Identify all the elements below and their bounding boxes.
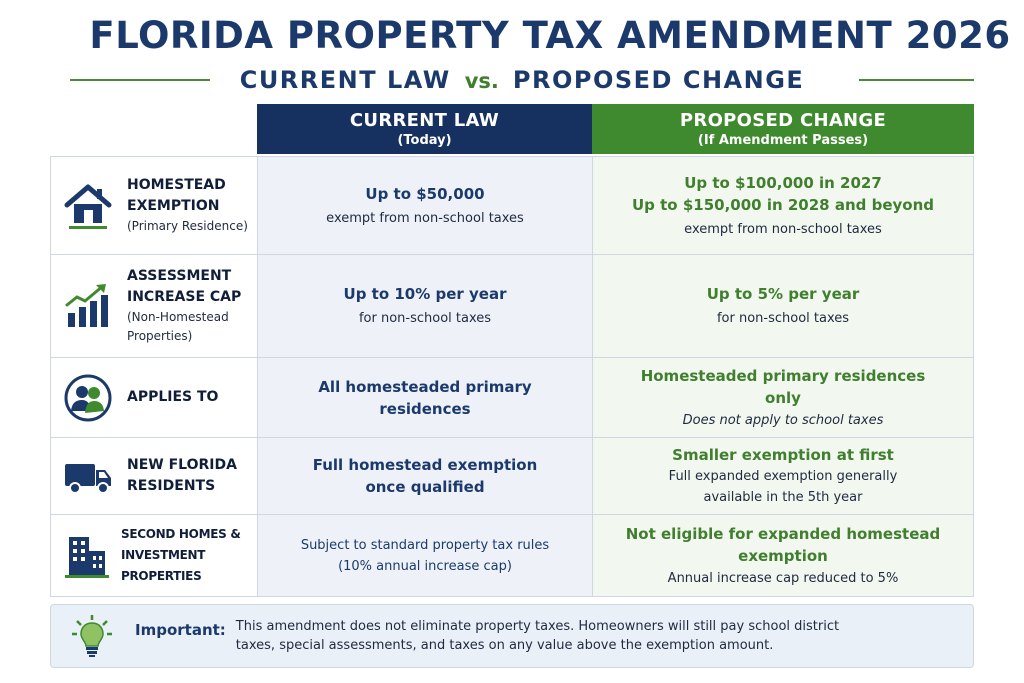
row-label — [51, 515, 258, 596]
current-detail: exempt from non-school taxes — [326, 210, 524, 226]
proposed-detail: exempt from non-school taxes — [684, 221, 882, 237]
proposed-value: Smaller exemption at first — [672, 446, 894, 464]
subtitle-row — [70, 64, 974, 96]
important-text — [236, 617, 896, 655]
row-label-sub: (Primary Residence) — [127, 219, 248, 233]
column-header-proposed — [592, 104, 974, 154]
current-value: All homesteaded primary — [318, 377, 532, 396]
current-value: Full homestead exemption — [312, 456, 538, 474]
proposed-value: exemption — [738, 546, 828, 565]
subtitle — [240, 66, 805, 94]
row-label — [51, 358, 258, 437]
comparison-table — [50, 156, 974, 597]
row-label — [51, 157, 258, 254]
bar-chart-up-icon — [63, 281, 113, 331]
important-note — [50, 604, 974, 668]
important-label: Important: — [135, 621, 226, 639]
row-label-sub: (Non-Homestead — [127, 310, 229, 324]
row-label-line: ASSESSMENT — [127, 268, 232, 284]
row-label-sub: Properties) — [127, 329, 193, 343]
subtitle-divider-right — [859, 79, 974, 81]
subtitle-vs: vs. — [464, 69, 499, 93]
row-label-line: EXEMPTION — [127, 198, 220, 214]
moving-truck-icon — [63, 451, 113, 501]
proposed-change-cell — [593, 515, 973, 596]
column-header-current-note: (Today) — [397, 133, 452, 148]
row-label — [51, 438, 258, 514]
buildings-icon — [63, 531, 113, 581]
current-detail: for non-school taxes — [358, 311, 492, 326]
table-row-applies-to — [51, 357, 973, 437]
current-value: Subject to standard property tax rules — [300, 537, 550, 553]
column-header-current — [257, 104, 592, 154]
proposed-value: Up to 5% per year — [706, 285, 860, 303]
row-label-line: APPLIES TO — [127, 389, 219, 405]
current-law-cell — [258, 438, 593, 514]
row-label-line: RESIDENTS — [127, 478, 216, 494]
proposed-detail: Does not apply to school taxes — [682, 412, 884, 428]
subtitle-current: CURRENT LAW — [239, 66, 451, 94]
current-value: Up to $50,000 — [365, 184, 485, 203]
proposed-detail: Annual increase cap reduced to 5% — [667, 570, 899, 586]
proposed-detail: Full expanded exemption generally — [668, 469, 898, 484]
important-text-line: taxes, special assessments, and taxes on any value above the exemption amount. — [235, 638, 774, 653]
lightbulb-icon — [67, 611, 117, 661]
column-header-current-title: CURRENT LAW — [349, 110, 500, 131]
current-law-cell — [258, 255, 593, 357]
proposed-value: Up to $100,000 in 2027 — [684, 173, 882, 192]
current-value: residences — [379, 399, 471, 418]
people-icon — [63, 373, 113, 423]
row-label-line: INVESTMENT PROPERTIES — [121, 548, 206, 583]
row-label-line: INCREASE CAP — [127, 289, 242, 305]
proposed-detail: available in the 5th year — [703, 490, 863, 505]
column-header-proposed-title: PROPOSED CHANGE — [679, 110, 887, 131]
proposed-change-cell — [593, 358, 973, 437]
current-value: once qualified — [365, 478, 485, 496]
subtitle-proposed: PROPOSED CHANGE — [512, 66, 805, 94]
proposed-value: Not eligible for expanded homestead — [625, 524, 941, 543]
proposed-value: Homesteaded primary residences — [640, 366, 926, 385]
proposed-change-cell — [593, 255, 973, 357]
row-label — [51, 255, 258, 357]
column-header-proposed-note: (If Amendment Passes) — [697, 133, 869, 148]
current-value: Up to 10% per year — [343, 285, 507, 303]
page-title: FLORIDA PROPERTY TAX AMENDMENT 2026 — [89, 14, 1011, 57]
proposed-change-cell — [593, 157, 973, 254]
row-label-line: NEW FLORIDA — [127, 457, 237, 473]
table-row-homestead-exemption — [51, 157, 973, 254]
table-row-new-residents — [51, 437, 973, 514]
proposed-detail: for non-school taxes — [716, 311, 850, 326]
current-detail: (10% annual increase cap) — [338, 558, 512, 574]
current-law-cell — [258, 157, 593, 254]
table-row-second-homes — [51, 514, 973, 596]
important-text-line: This amendment does not eliminate property taxes. Homeowners will still pay school district — [235, 619, 840, 634]
row-label-line: SECOND HOMES & — [121, 527, 241, 541]
row-label-line: HOMESTEAD — [127, 177, 226, 193]
proposed-value: only — [765, 388, 801, 407]
house-icon — [63, 181, 113, 231]
table-row-assessment-cap — [51, 254, 973, 357]
current-law-cell — [258, 515, 593, 596]
proposed-value: Up to $150,000 in 2028 and beyond — [632, 195, 934, 214]
current-law-cell — [258, 358, 593, 437]
proposed-change-cell — [593, 438, 973, 514]
subtitle-divider-left — [70, 79, 210, 81]
